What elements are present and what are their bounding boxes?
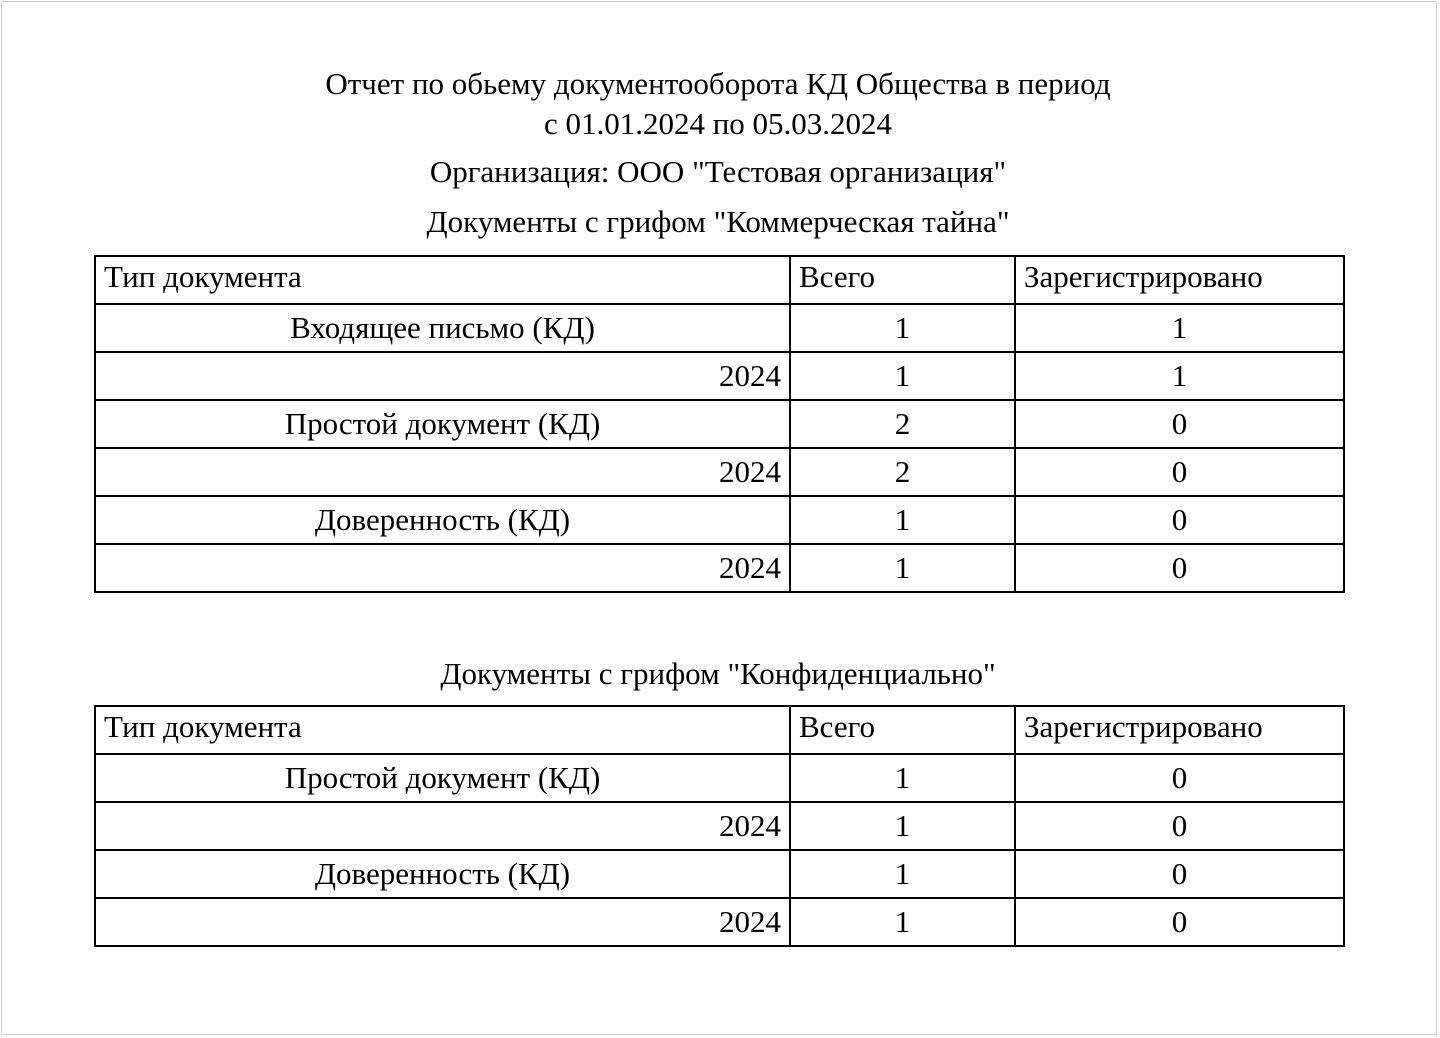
table-row: [95, 352, 1344, 400]
registered-cell: 0: [1015, 850, 1344, 898]
total-cell: 1: [790, 802, 1015, 850]
table-body: [95, 754, 1344, 946]
registered-cell: 0: [1015, 898, 1344, 946]
report-title-line1: Отчет по обьему документооборота КД Общества в период: [325, 66, 1111, 101]
total-cell: 1: [790, 496, 1015, 544]
table-row: [95, 400, 1344, 448]
report-title-line2: с 01.01.2024 по 05.03.2024: [543, 106, 893, 141]
total-cell: 1: [790, 544, 1015, 592]
registered-cell: 1: [1015, 304, 1344, 352]
document-type-cell: Входящее письмо (КД): [95, 304, 790, 352]
table-row: [95, 802, 1344, 850]
total-cell: 1: [790, 352, 1015, 400]
registered-cell: 0: [1015, 448, 1344, 496]
section-heading-commercial-secret: Документы с грифом "Коммерческая тайна": [426, 204, 1010, 239]
total-cell: 2: [790, 400, 1015, 448]
registered-cell: 1: [1015, 352, 1344, 400]
table-header-row: [95, 706, 1344, 754]
table-row: [95, 850, 1344, 898]
column-header-type: Тип документа: [95, 706, 790, 754]
registered-cell: 0: [1015, 544, 1344, 592]
year-cell: 2024: [95, 802, 790, 850]
year-cell: 2024: [95, 352, 790, 400]
registered-cell: 0: [1015, 802, 1344, 850]
year-cell: 2024: [95, 544, 790, 592]
total-cell: 1: [790, 898, 1015, 946]
column-header-registered: Зарегистрировано: [1015, 706, 1344, 754]
table-row: [95, 304, 1344, 352]
organization-label: Организация: ООО "Тестовая организация": [429, 154, 1007, 189]
commercial-secret-table: [94, 255, 1345, 593]
table-row: [95, 448, 1344, 496]
total-cell: 1: [790, 850, 1015, 898]
column-header-total: Всего: [790, 256, 1015, 304]
section-heading-confidential: Документы с грифом "Конфиденциально": [440, 656, 996, 691]
table-row: [95, 754, 1344, 802]
year-cell: 2024: [95, 898, 790, 946]
document-type-cell: Доверенность (КД): [95, 850, 790, 898]
confidential-table: [94, 705, 1345, 947]
year-cell: 2024: [95, 448, 790, 496]
total-cell: 1: [790, 754, 1015, 802]
total-cell: 2: [790, 448, 1015, 496]
table-row: [95, 898, 1344, 946]
report-frame: [1, 1, 1437, 1035]
document-type-cell: Доверенность (КД): [95, 496, 790, 544]
registered-cell: 0: [1015, 496, 1344, 544]
registered-cell: 0: [1015, 400, 1344, 448]
document-type-cell: Простой документ (КД): [95, 400, 790, 448]
document-type-cell: Простой документ (КД): [95, 754, 790, 802]
total-cell: 1: [790, 304, 1015, 352]
column-header-registered: Зарегистрировано: [1015, 256, 1344, 304]
table-body: [95, 304, 1344, 592]
table-row: [95, 544, 1344, 592]
table-header-row: [95, 256, 1344, 304]
table-row: [95, 496, 1344, 544]
column-header-total: Всего: [790, 706, 1015, 754]
column-header-type: Тип документа: [95, 256, 790, 304]
registered-cell: 0: [1015, 754, 1344, 802]
